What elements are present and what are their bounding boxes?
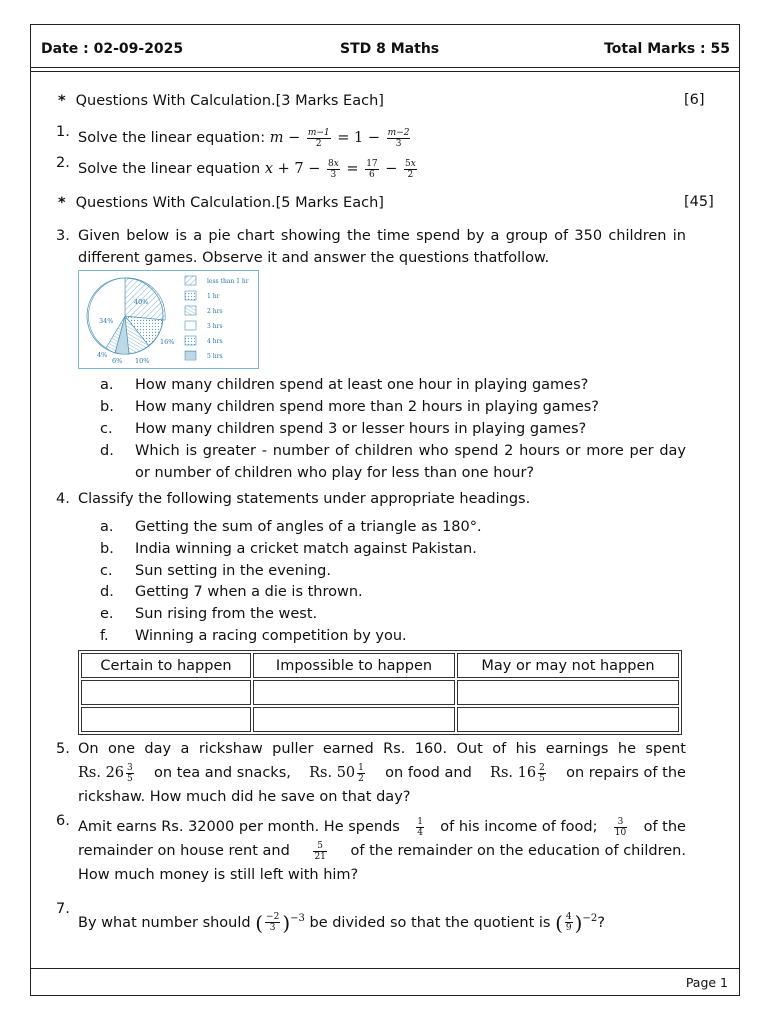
question-number: 1.: [56, 124, 70, 140]
sub-text: India winning a cricket match against Pakistan.: [135, 541, 477, 557]
legend-label: less than 1 hr: [207, 278, 249, 285]
legend-swatch: [185, 291, 196, 300]
section-heading-3-marks: [58, 93, 384, 109]
text-fragment: ?: [597, 914, 605, 931]
equation-1: m − $\frac{m-1}{2}$ = 1 − $\frac{m-2}{3}$: [269, 127, 410, 149]
column-header: May or may not happen: [457, 653, 679, 678]
table-cell[interactable]: [457, 680, 679, 705]
label-6: 6%: [112, 357, 123, 365]
sub-text: Which is greater - number of children who spend 2 hours or more per day or number of children who play for less than one hour?: [135, 443, 686, 481]
text-fragment: remainder on house rent and: [78, 843, 290, 859]
sub-label: a.: [100, 377, 114, 393]
question-5: [56, 737, 686, 809]
legend-label: 2 hrs: [207, 308, 223, 315]
text-fragment: on repairs of the: [566, 765, 686, 781]
table-row: [81, 707, 679, 732]
text-fragment: on tea and snacks,: [154, 765, 291, 781]
section-title: Questions With Calculation.[3 Marks Each]: [75, 93, 384, 109]
amount-repairs: Rs. 16 $\frac{2}{5}$: [490, 762, 545, 784]
legend-label: 1 hr: [207, 293, 220, 300]
amount-food: Rs. 50 $\frac{1}{2}$: [309, 762, 364, 784]
question-text-line2: [78, 839, 686, 863]
legend-swatch: [185, 351, 196, 360]
sub-question: [100, 440, 686, 484]
sub-question: [100, 560, 686, 582]
text-fragment: Amit earns Rs. 32000 per month. He spends: [78, 819, 400, 835]
expression-neg2-3-pow-neg3: ( $\frac{-2}{3}$ )$^{-3}$: [255, 910, 305, 935]
fraction-5-21: $\frac{5}{21}$: [314, 840, 326, 862]
exam-standard: STD 8 Maths: [340, 41, 440, 57]
sub-question: [100, 625, 686, 647]
sub-text: Winning a racing competition by you.: [135, 628, 407, 644]
question-4: [56, 488, 686, 510]
fraction-1-4: $\frac{1}{4}$: [417, 816, 423, 838]
section-title: Questions With Calculation.[5 Marks Each]: [75, 195, 384, 211]
sub-label: c.: [100, 563, 113, 579]
sub-text: How many children spend more than 2 hours in playing games?: [135, 399, 599, 415]
equation-2: x + 7 − $\frac{8x}{3}$ = $\frac{17}{6}$ − $\frac{5x}{2}$: [264, 158, 416, 180]
sub-text: How many children spend at least one hour in playing games?: [135, 377, 589, 393]
question-2: [56, 155, 686, 180]
section-marks: [6]: [684, 92, 705, 108]
question-text-line3: rickshaw. How much did he save on that day?: [78, 789, 411, 805]
header: [30, 24, 740, 68]
sub-question: [100, 396, 686, 418]
fraction-3-10: $\frac{3}{10}$: [614, 816, 627, 838]
question-text: Solve the linear equation: [78, 161, 261, 177]
text-fragment: of his income of food;: [440, 819, 598, 835]
text-fragment: on food and: [385, 765, 472, 781]
legend-label: 4 hrs: [207, 338, 223, 345]
label-16: 16%: [160, 338, 175, 346]
sub-question: [100, 516, 686, 538]
sub-label: f.: [100, 628, 109, 644]
sub-label: d.: [100, 443, 114, 459]
table-cell[interactable]: [253, 707, 455, 732]
sub-label: c.: [100, 421, 113, 437]
label-10: 10%: [135, 357, 150, 365]
expression-4-9-pow-neg2: ( $\frac{4}{9}$ )$^{-2}$: [555, 910, 598, 935]
sub-question: [100, 603, 686, 625]
question-number: 6.: [56, 813, 70, 829]
question-text-line2: [78, 761, 686, 785]
classification-table: [78, 650, 682, 735]
column-header: Certain to happen: [81, 653, 251, 678]
question-text-line3: How much money is still left with him?: [78, 867, 359, 883]
legend-swatch: [185, 306, 196, 315]
sub-question: [100, 374, 686, 396]
question-6: [56, 815, 686, 887]
sub-label: a.: [100, 519, 114, 535]
sub-text: How many children spend 3 or lesser hours in playing games?: [135, 421, 587, 437]
question-text: [78, 898, 686, 938]
question-text: Classify the following statements under appropriate headings.: [78, 491, 531, 507]
pie-chart: [79, 271, 260, 370]
total-marks: Total Marks : 55: [604, 41, 730, 57]
text-fragment: By what number should: [78, 914, 251, 931]
table-cell[interactable]: [81, 707, 251, 732]
legend-swatch: [185, 321, 196, 330]
table-cell[interactable]: [81, 680, 251, 705]
question-text: On one day a rickshaw puller earned Rs. 160. Out of his earnings he spent: [78, 741, 686, 757]
legend-label: 3 hrs: [207, 323, 223, 330]
label-34: 34%: [99, 317, 114, 325]
sub-question: [100, 418, 686, 440]
text-fragment: be divided so that the quotient is: [309, 914, 551, 931]
bullet-star-icon: *: [58, 93, 66, 109]
legend-label: 5 hrs: [207, 353, 223, 360]
sub-text: Sun rising from the west.: [135, 606, 318, 622]
amount-tea: Rs. 26 $\frac{3}{5}$: [78, 762, 133, 784]
question-text: Solve the linear equation:: [78, 130, 266, 146]
question-number: 5.: [56, 741, 70, 757]
legend-swatch: [185, 336, 196, 345]
sub-question: [100, 581, 686, 603]
table-row: [81, 680, 679, 705]
question-3: [56, 225, 686, 269]
legend-swatch: [185, 276, 196, 285]
section-heading-5-marks: [58, 195, 384, 211]
question-7: [56, 898, 686, 938]
bullet-star-icon: *: [58, 195, 66, 211]
text-fragment: of the remainder on the education of children.: [350, 843, 686, 859]
sub-label: b.: [100, 541, 114, 557]
sub-label: d.: [100, 584, 114, 600]
text-fragment: of the: [643, 819, 686, 835]
table-header-row: [81, 653, 679, 678]
question-text-line1: [78, 815, 686, 839]
sub-question: [100, 538, 686, 560]
label-40: 40%: [134, 298, 149, 306]
question-number: 7.: [56, 901, 70, 917]
table-cell[interactable]: [253, 680, 455, 705]
sub-text: Getting the sum of angles of a triangle as 180°.: [135, 519, 482, 535]
question-1: [56, 124, 686, 149]
footer-divider: [30, 968, 740, 969]
question-number: 4.: [56, 491, 70, 507]
question-number: 2.: [56, 155, 70, 171]
table-cell[interactable]: [457, 707, 679, 732]
page-number: Page 1: [685, 975, 728, 990]
sub-text: Sun setting in the evening.: [135, 563, 331, 579]
sub-text: Getting 7 when a die is thrown.: [135, 584, 363, 600]
sub-label: b.: [100, 399, 114, 415]
label-4: 4%: [97, 351, 108, 359]
pie-chart-figure: [78, 270, 259, 369]
exam-date: Date : 02-09-2025: [41, 41, 184, 57]
question-number: 3.: [56, 228, 70, 244]
section-marks: [45]: [684, 194, 714, 210]
column-header: Impossible to happen: [253, 653, 455, 678]
question-text: Given below is a pie chart showing the time spend by a group of 350 children in different games. Observe it and answer the questions thatfollow.: [78, 228, 686, 266]
sub-label: e.: [100, 606, 114, 622]
